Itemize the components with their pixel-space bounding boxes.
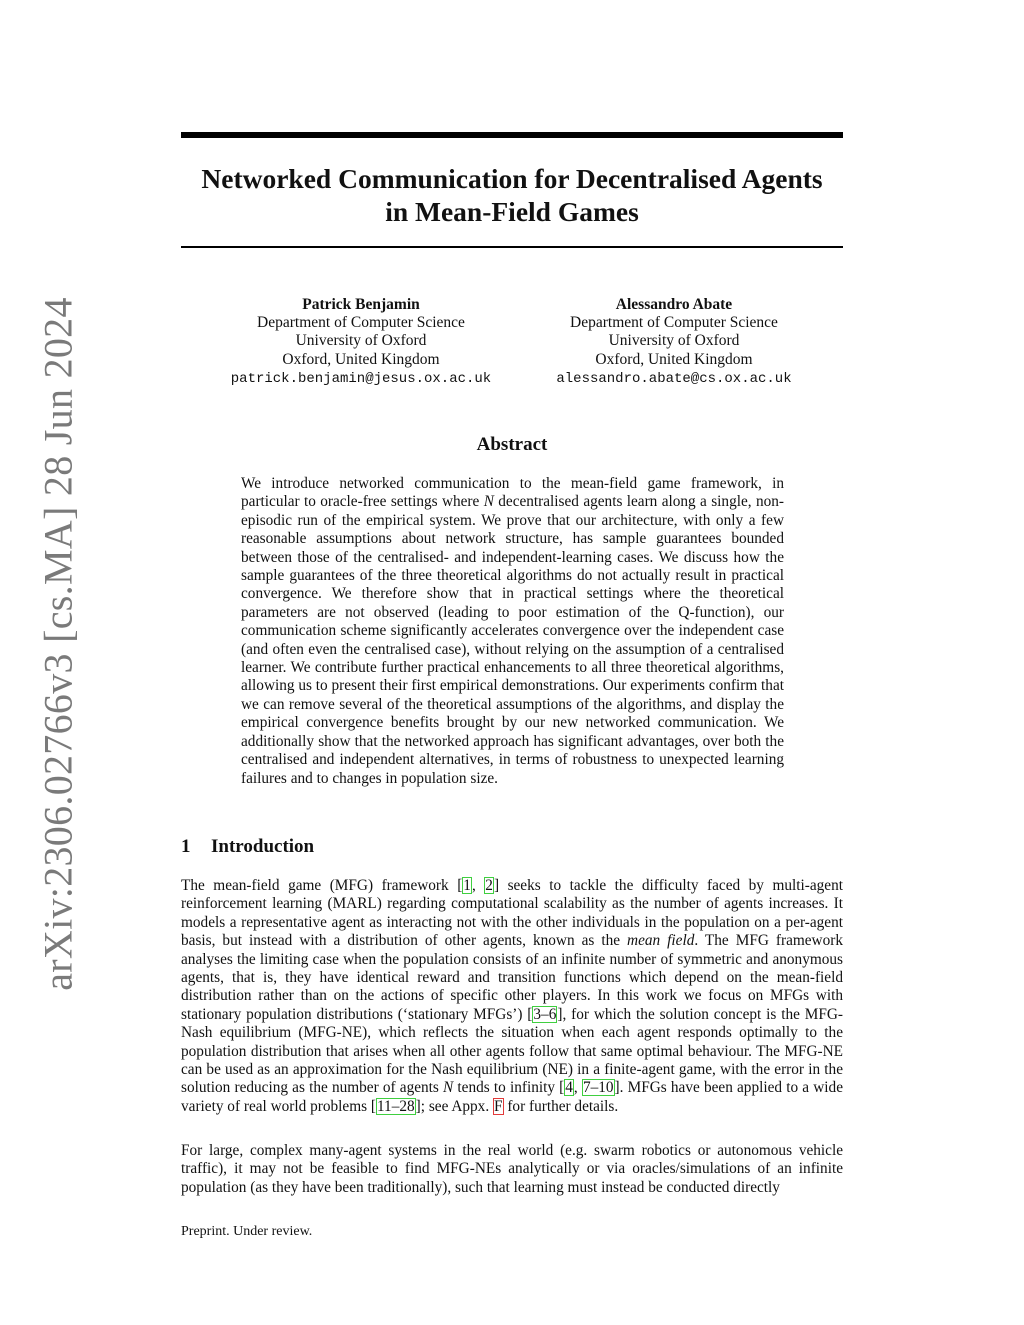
intro-text: . The MFG framework analyses the limiting case when the population consists of an infinite number of symmetric and anonymous agents, that is, they have identical reward and transition functions which depend on the mean-field distribution rather than on the actions of specific other players. In this work we focus on MFGs with stationary population distributions (‘stationary MFGs’) [ <box>181 932 843 1023</box>
title-line-2: in Mean-Field Games <box>385 196 639 227</box>
title-bottom-rule <box>181 246 843 248</box>
paper-title <box>181 162 843 228</box>
citation-link[interactable]: 7–10 <box>582 1079 614 1097</box>
intro-text: ], for which the solution concept is the MFG-Nash equilibrium (MFG-NE), which reflects the situation when each agent responds optimally to the population distribution that arises when all other agents follow that same optimal behaviour. The MFG-NE can be used as an approximation for the Nash equilibrium (NE) in a finite-agent game, with the error in the solution reducing as the number of agents <box>181 1005 844 1097</box>
citation-link[interactable]: 2 <box>485 877 493 894</box>
agent-count-symbol: N <box>443 1079 454 1097</box>
emphasis-mean-field: mean field <box>627 932 695 950</box>
title-top-rule <box>181 132 843 138</box>
arxiv-identifier-stamp: arXiv:2306.02766v3 [cs.MA] 28 Jun 2024 <box>35 297 81 991</box>
author-email[interactable]: alessandro.abate@cs.ox.ac.uk <box>556 370 792 387</box>
intro-text: , <box>471 877 485 894</box>
citation-link[interactable]: 4 <box>565 1079 573 1097</box>
intro-text: ]; see Appx. <box>415 1097 493 1115</box>
intro-text: , <box>573 1079 582 1097</box>
intro-text: ]. MFGs have been applied to a wide variety of real world problems [ <box>181 1079 843 1115</box>
author-university: University of Oxford <box>295 332 427 350</box>
section-number: 1 <box>181 836 191 857</box>
author-name: Patrick Benjamin <box>302 296 420 313</box>
abstract-text-part-2: decentralised agents learn along a single, non-episodic run of the empirical system. We prove that our architecture, with only a few reasonable assumptions about network structure, has sample guarantees bounded between those of the centralised- and independent-learning cases. We discuss how the sample guarantees of the three theoretical algorithms do not actually result in practical convergence. We therefore show that in practical settings where the theoretical parameters are not observed (leading to poor estimation of the Q-function), our communication scheme significantly accelerates convergence over the independent case (and often even the centralised case), without relying on the assumption of a centralised learner. We contribute further practical enhancements to all three theoretical algorithms, allowing us to present their first empirical demonstrations. Our experiments confirm that we can remove several of the theoretical assumptions of the algorithms, and display the empirical convergence benefits brought by our new networked communication. We additionally show that the networked approach has significant advantages, over both the centralised and independent alternatives, in terms of robustness to unexpected learning failures and to changes in population size. <box>241 493 784 787</box>
citation-link[interactable]: 11–28 <box>376 1097 415 1115</box>
author-block-2 <box>518 296 830 388</box>
author-block-1 <box>206 296 516 388</box>
intro-paragraph-1 <box>181 877 843 1116</box>
section-heading-introduction <box>181 836 314 858</box>
intro-text: for further details. <box>503 1097 619 1115</box>
abstract-text-part-1: We introduce networked communication to the mean-field game framework, in particular to oracle-free settings where <box>241 475 784 511</box>
author-department: Department of Computer Science <box>257 314 465 332</box>
section-title: Introduction <box>211 836 315 857</box>
author-location: Oxford, United Kingdom <box>282 350 440 368</box>
abstract-heading: Abstract <box>476 434 548 455</box>
abstract-text <box>241 475 784 788</box>
author-email[interactable]: patrick.benjamin@jesus.ox.ac.uk <box>230 370 492 387</box>
author-location: Oxford, United Kingdom <box>595 350 753 368</box>
agent-count-symbol: N <box>483 493 494 511</box>
author-name: Alessandro Abate <box>615 296 733 313</box>
citation-link[interactable]: 3–6 <box>533 1005 557 1023</box>
author-university: University of Oxford <box>608 332 740 350</box>
intro-text: ] seeks to tackle the difficulty faced by multi-agent reinforcement learning (MARL) regarding computational scalability as the number of agents increases. It models a representative agent as interacting not with the other individuals in the population on a per-agent basis, but instead with a distribution of other agents, known as the <box>181 877 843 950</box>
title-line-1: Networked Communication for Decentralised Agents <box>201 163 823 194</box>
author-department: Department of Computer Science <box>570 314 778 332</box>
intro-text: tends to infinity [ <box>453 1079 565 1097</box>
citation-link[interactable]: 1 <box>463 877 471 894</box>
intro-paragraph-2: For large, complex many-agent systems in the real world (e.g. swarm robotics or autonomous vehicle traffic), it may not be feasible to find MFG-NEs analytically or via oracles/simulations of an infinite population (as they have been traditionally), such that learning must instead be conducted directly <box>181 1142 843 1196</box>
page-footer: Preprint. Under review. <box>181 1224 313 1239</box>
appendix-link[interactable]: F <box>493 1097 503 1115</box>
intro-text: The mean-field game (MFG) framework [ <box>181 877 463 894</box>
